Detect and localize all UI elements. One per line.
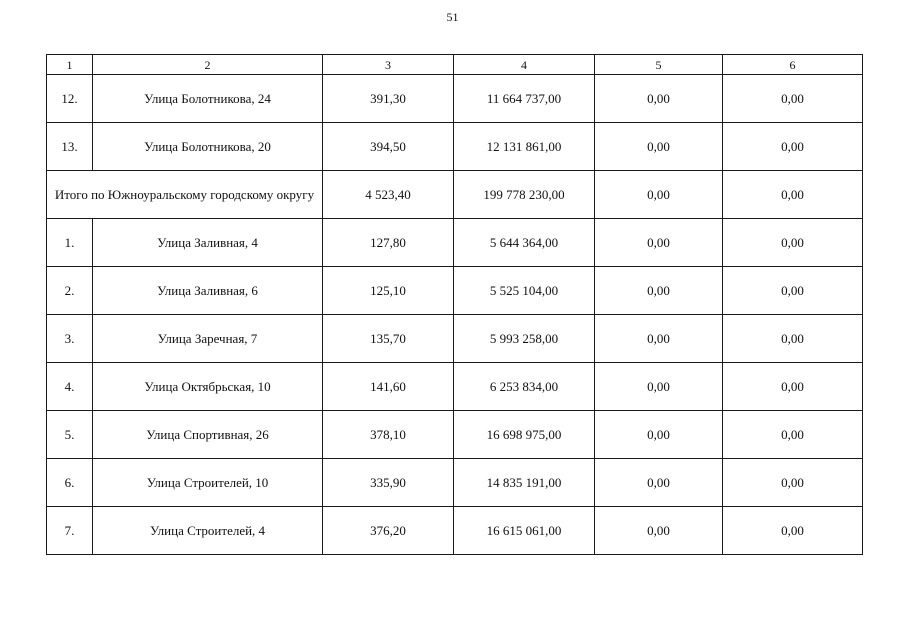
table-row [47,315,863,363]
total-column-5-cell: 0,00 [595,171,723,219]
cost-cell: 16 698 975,00 [454,411,595,459]
table-row [47,411,863,459]
row-number-cell: 3. [47,315,93,363]
column-5-cell: 0,00 [595,363,723,411]
column-6-cell: 0,00 [723,507,863,555]
column-6-cell: 0,00 [723,315,863,363]
row-number-cell: 1. [47,219,93,267]
column-header: 4 [454,55,595,75]
area-cell: 125,10 [323,267,454,315]
column-6-cell: 0,00 [723,123,863,171]
address-cell: Улица Спортивная, 26 [93,411,323,459]
cost-cell: 5 993 258,00 [454,315,595,363]
address-cell: Улица Строителей, 4 [93,507,323,555]
column-6-cell: 0,00 [723,411,863,459]
total-column-6-cell: 0,00 [723,171,863,219]
address-cell: Улица Строителей, 10 [93,459,323,507]
table-row [47,459,863,507]
area-cell: 135,70 [323,315,454,363]
row-number-cell: 4. [47,363,93,411]
row-number-cell: 6. [47,459,93,507]
cost-cell: 5 644 364,00 [454,219,595,267]
table-row [47,219,863,267]
column-5-cell: 0,00 [595,267,723,315]
column-header: 2 [93,55,323,75]
header-row [47,55,863,75]
column-5-cell: 0,00 [595,507,723,555]
page-number: 51 [446,10,459,24]
column-header: 6 [723,55,863,75]
column-5-cell: 0,00 [595,315,723,363]
cost-cell: 14 835 191,00 [454,459,595,507]
column-6-cell: 0,00 [723,75,863,123]
data-table [46,54,863,555]
address-cell: Улица Заливная, 6 [93,267,323,315]
area-cell: 335,90 [323,459,454,507]
row-number-cell: 2. [47,267,93,315]
column-6-cell: 0,00 [723,267,863,315]
row-number-cell: 5. [47,411,93,459]
column-5-cell: 0,00 [595,219,723,267]
column-5-cell: 0,00 [595,411,723,459]
column-5-cell: 0,00 [595,459,723,507]
total-row [47,171,863,219]
area-cell: 141,60 [323,363,454,411]
cost-cell: 6 253 834,00 [454,363,595,411]
column-header: 1 [47,55,93,75]
address-cell: Улица Октябрьская, 10 [93,363,323,411]
column-6-cell: 0,00 [723,459,863,507]
column-5-cell: 0,00 [595,75,723,123]
table-row [47,507,863,555]
area-cell: 394,50 [323,123,454,171]
column-header: 3 [323,55,454,75]
total-area-cell: 4 523,40 [323,171,454,219]
area-cell: 376,20 [323,507,454,555]
row-number-cell: 12. [47,75,93,123]
total-cost-cell: 199 778 230,00 [454,171,595,219]
column-header: 5 [595,55,723,75]
row-number-cell: 13. [47,123,93,171]
table-row [47,363,863,411]
address-cell: Улица Болотникова, 20 [93,123,323,171]
column-6-cell: 0,00 [723,219,863,267]
address-cell: Улица Заливная, 4 [93,219,323,267]
cost-cell: 5 525 104,00 [454,267,595,315]
total-label-cell: Итого по Южноуральскому городскому округу [47,171,323,219]
cost-cell: 12 131 861,00 [454,123,595,171]
address-cell: Улица Заречная, 7 [93,315,323,363]
area-cell: 127,80 [323,219,454,267]
cost-cell: 16 615 061,00 [454,507,595,555]
table-row [47,75,863,123]
column-5-cell: 0,00 [595,123,723,171]
table-row [47,267,863,315]
column-6-cell: 0,00 [723,363,863,411]
address-cell: Улица Болотникова, 24 [93,75,323,123]
area-cell: 391,30 [323,75,454,123]
table-row [47,123,863,171]
area-cell: 378,10 [323,411,454,459]
cost-cell: 11 664 737,00 [454,75,595,123]
row-number-cell: 7. [47,507,93,555]
